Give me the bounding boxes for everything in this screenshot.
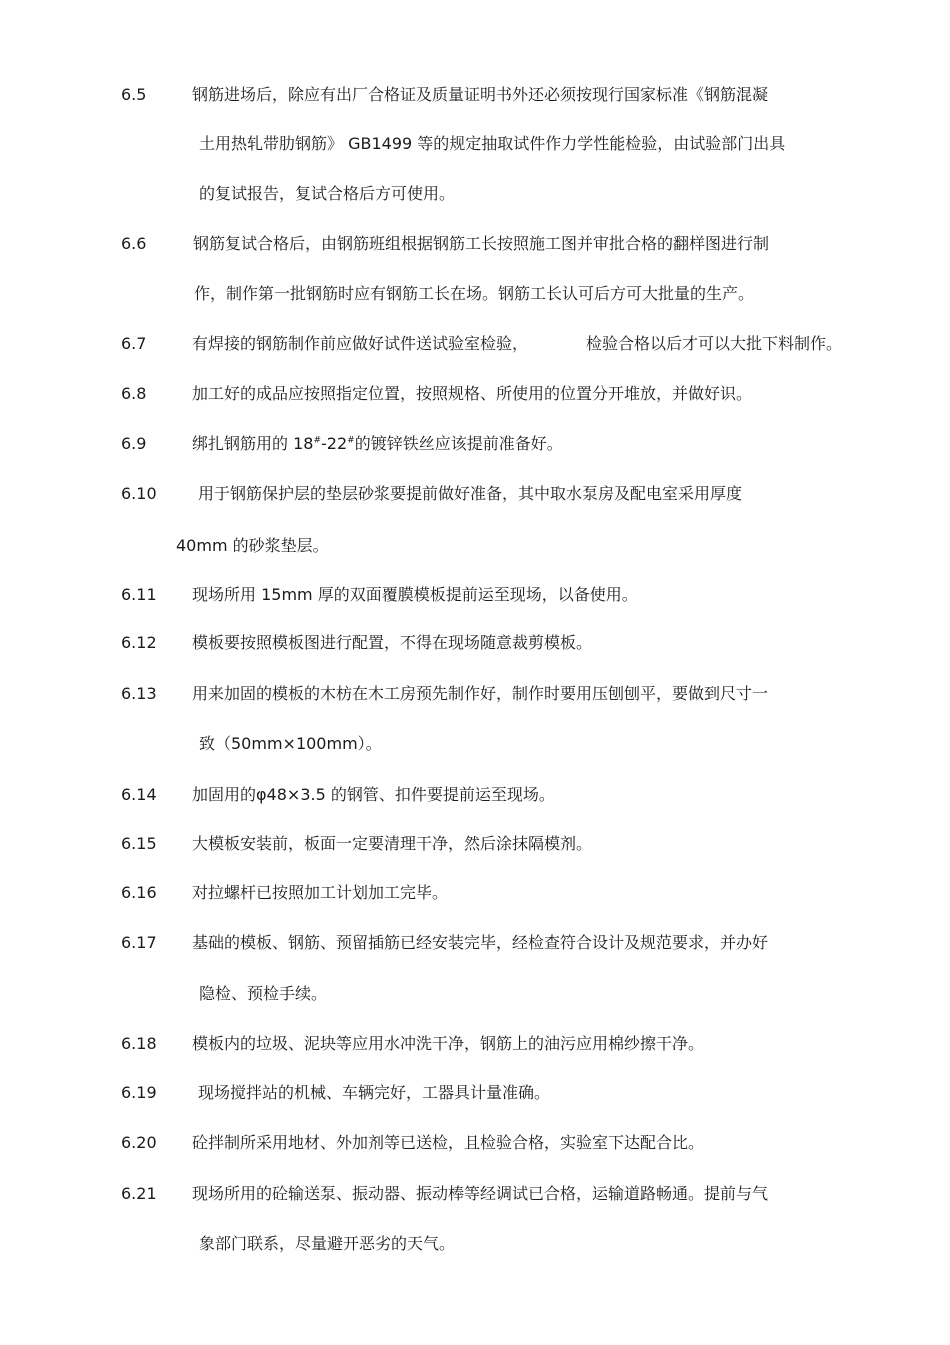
item-text-line: 加工好的成品应按照指定位置，按照规格、所使用的位置分开堆放，并做好识。	[192, 384, 753, 403]
item-number: 6.10	[121, 484, 157, 503]
item-text-line: 的复试报告，复试合格后方可使用。	[199, 184, 456, 203]
item-number: 6.18	[121, 1034, 157, 1053]
item-text-line: 作，制作第一批钢筋时应有钢筋工长在场。钢筋工长认可后方可大批量的生产。	[194, 284, 755, 303]
item-text-line: 现场所用的砼输送泵、振动器、振动棒等经调试已合格，运输道路畅通。提前与气	[192, 1184, 769, 1203]
item-text-line: 砼拌制所采用地材、外加剂等已送检，且检验合格，实验室下达配合比。	[192, 1133, 705, 1152]
item-text-line: 土用热轧带肋钢筋》 GB1499 等的规定抽取试件作力学性能检验，由试验部门出具	[199, 134, 786, 153]
wire-gauge-start: 18	[293, 434, 314, 453]
item-text-line: 用于钢筋保护层的垫层砂浆要提前做好准备，其中取水泵房及配电室采用厚度	[198, 484, 743, 503]
item-text-line: 致（50mm×100mm）。	[199, 734, 382, 753]
gauge-mark: #	[313, 435, 321, 446]
item-number: 6.9	[121, 434, 147, 453]
item-text-line: 40mm 的砂浆垫层。	[176, 536, 329, 555]
item-text-line: 基础的模板、钢筋、预留插筋已经安装完毕，经检查符合设计及规范要求，并办好	[192, 933, 769, 952]
item-text-line: 有焊接的钢筋制作前应做好试件送试验室检验，	[192, 334, 529, 353]
item-text-line: 模板内的垃圾、泥块等应用水冲洗干净，钢筋上的油污应用棉纱擦干净。	[192, 1034, 705, 1053]
item-number: 6.13	[121, 684, 157, 703]
text-segment: 绑扎钢筋用的	[192, 434, 294, 453]
item-number: 6.5	[121, 85, 147, 104]
item-number: 6.16	[121, 883, 157, 902]
item-text-line: 现场所用 15mm 厚的双面覆膜模板提前运至现场，以备使用。	[192, 585, 638, 604]
item-number: 6.15	[121, 834, 157, 853]
item-number: 6.21	[121, 1184, 157, 1203]
item-number: 6.19	[121, 1083, 157, 1102]
item-text-line: 钢筋进场后，除应有出厂合格证及质量证明书外还必须按现行国家标准《钢筋混凝	[192, 85, 769, 104]
wire-gauge-end: -22	[321, 434, 348, 453]
item-number: 6.20	[121, 1133, 157, 1152]
item-number: 6.6	[121, 234, 147, 253]
item-text-line: 钢筋复试合格后，由钢筋班组根据钢筋工长按照施工图并审批合格的翻样图进行制	[193, 234, 770, 253]
item-text-line: 加固用的φ48×3.5 的钢管、扣件要提前运至现场。	[192, 785, 555, 804]
gauge-mark: #	[347, 435, 355, 446]
item-number: 6.11	[121, 585, 157, 604]
item-number: 6.14	[121, 785, 157, 804]
item-text-line: 现场搅拌站的机械、车辆完好，工器具计量准确。	[198, 1083, 551, 1102]
item-text-line: 象部门联系，尽量避开恶劣的天气。	[199, 1234, 456, 1253]
item-number: 6.7	[121, 334, 147, 353]
item-text-line: 用来加固的模板的木枋在木工房预先制作好，制作时要用压刨刨平，要做到尺寸一	[192, 684, 769, 703]
item-text-line: 大模板安装前，板面一定要清理干净，然后涂抹隔模剂。	[192, 834, 593, 853]
item-text-line: 模板要按照模板图进行配置，不得在现场随意裁剪模板。	[192, 633, 593, 652]
item-number: 6.12	[121, 633, 157, 652]
item-text-line: 隐检、预检手续。	[199, 984, 328, 1003]
item-number: 6.8	[121, 384, 147, 403]
item-text-line: 检验合格以后才可以大批下料制作。	[586, 334, 843, 353]
text-segment: 的镀锌铁丝应该提前准备好。	[354, 434, 563, 453]
item-text-line	[192, 434, 563, 454]
item-text-line: 对拉螺杆已按照加工计划加工完毕。	[192, 883, 449, 902]
item-number: 6.17	[121, 933, 157, 952]
